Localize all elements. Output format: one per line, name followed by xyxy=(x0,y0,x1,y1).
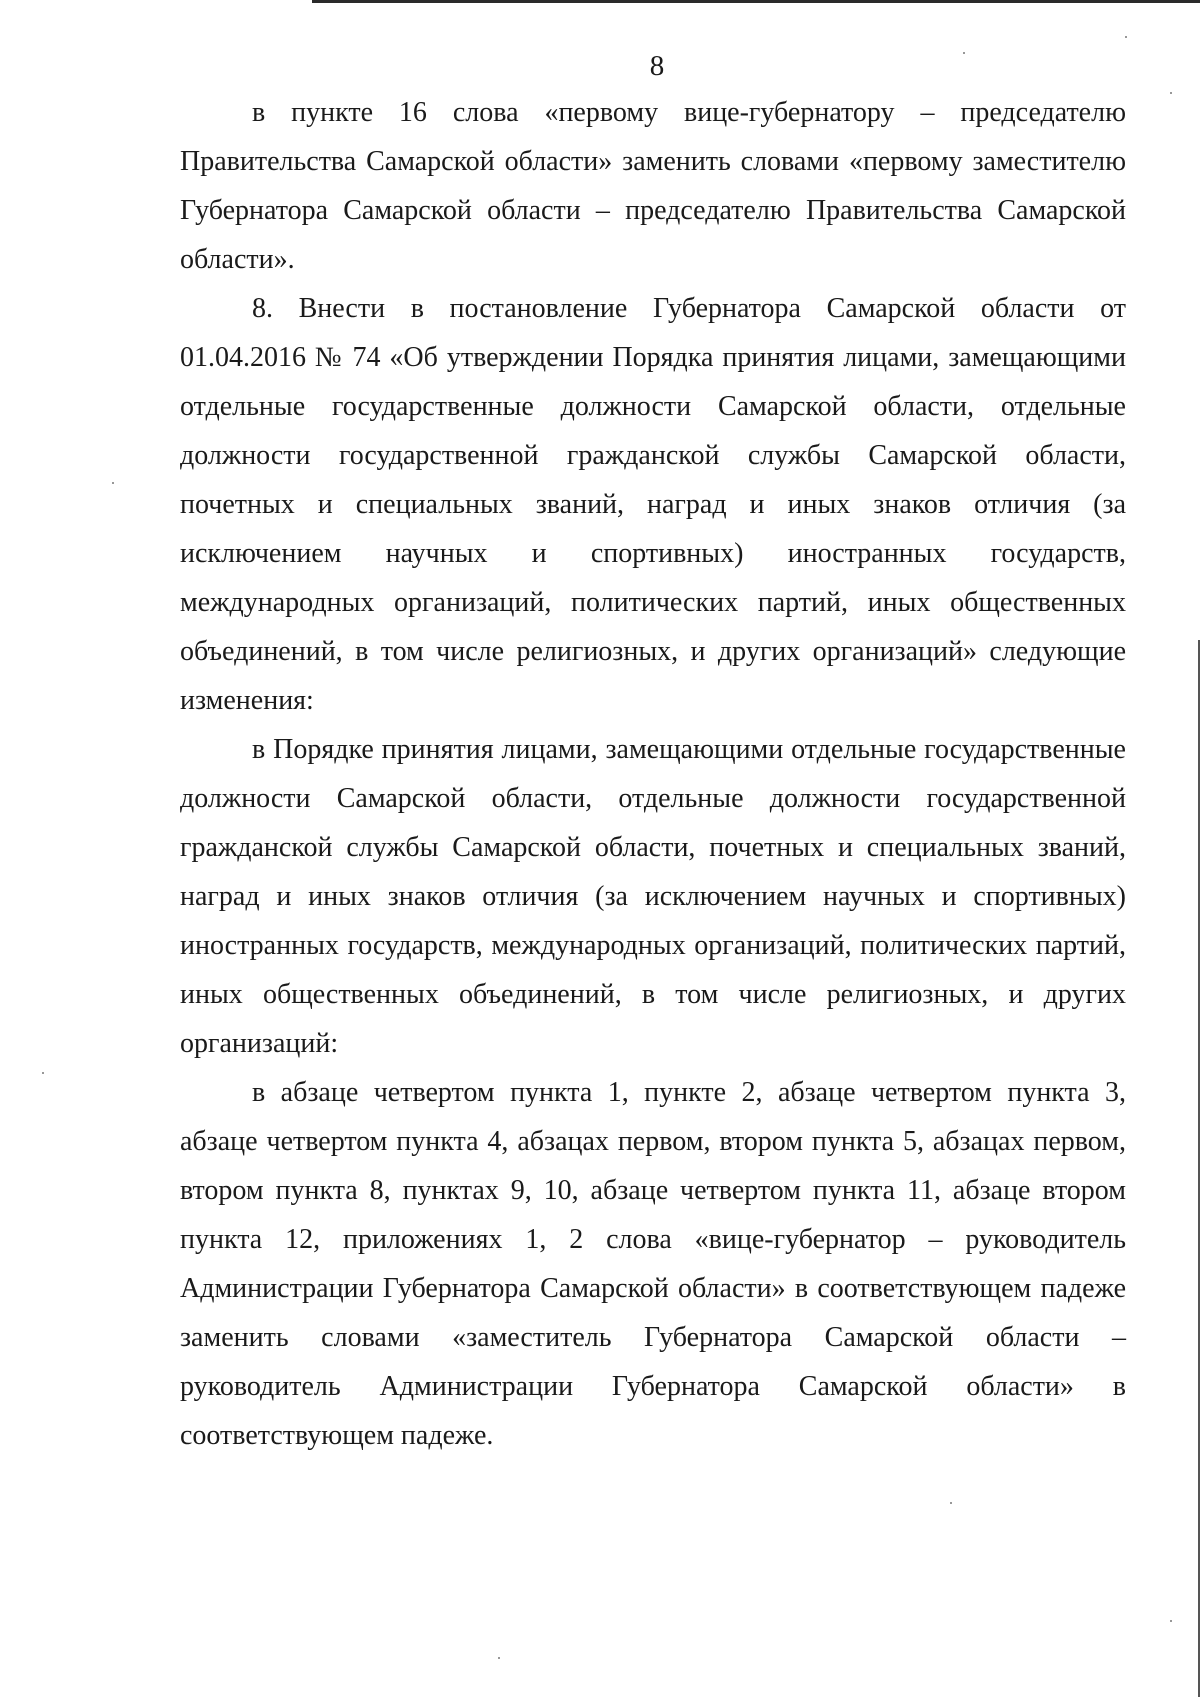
scan-speck xyxy=(950,1502,952,1504)
paragraph-replace-words: в абзаце четвертом пункта 1, пункте 2, абзаце четвертом пункта 3, абзаце четвертом пункта 4, абзацах первом, втором пункта 5, абзацах первом, втором пункта 8, пунктах 9, 10, абзаце четвертом пункта 11, абзаце втором пункта 12, приложениях 1, 2 слова «вице-губернатор – руководитель Администрации Губернатора Самарской области» в соответствующем падеже заменить словами «заместитель Губернатора Самарской области – руководитель Администрации Губернатора Самарской области» в соответствующем падеже. xyxy=(180,1077,1126,1451)
paragraph-item-8-amend-decree: 8. Внести в постановление Губернатора Самарской области от 01.04.2016 № 74 «Об утверждении Порядка принятия лицами, замещающими отдельные государственные должности Самарской области, отдельные должности государственной гражданской службы Самарской области, почетных и специальных званий, наград и иных знаков отличия (за исключением научных и спортивных) иностранных государств, международных организаций, политических партий, иных общественных объединений, в том числе религиозных, и других организаций» следующие изменения: xyxy=(180,293,1126,716)
paragraph-procedure-title: в Порядке принятия лицами, замещающими отдельные государственные должности Самарской области, отдельные должности государственной гражданской службы Самарской области, почетных и специальных званий, наград и иных знаков отличия (за исключением научных и спортивных) иностранных государств, международных организаций, политических партий, иных общественных объединений, в том числе религиозных, и других организаций: xyxy=(180,734,1126,1059)
scan-speck xyxy=(498,1657,500,1659)
scan-speck xyxy=(42,1072,44,1074)
paragraph-amend-item-16: в пункте 16 слова «первому вице-губернатору – председателю Правительства Самарской области» заменить словами «первому заместителю Губернатора Самарской области – председателю Правительства Самарской области». xyxy=(180,97,1126,275)
scan-top-border xyxy=(312,0,1200,3)
scan-speck xyxy=(1170,1620,1172,1622)
page-number: 8 xyxy=(649,50,665,82)
scan-speck xyxy=(112,482,114,484)
scan-speck xyxy=(1125,36,1127,38)
scan-speck xyxy=(963,52,965,54)
scan-speck xyxy=(1170,92,1172,94)
document-body xyxy=(180,88,1126,1460)
